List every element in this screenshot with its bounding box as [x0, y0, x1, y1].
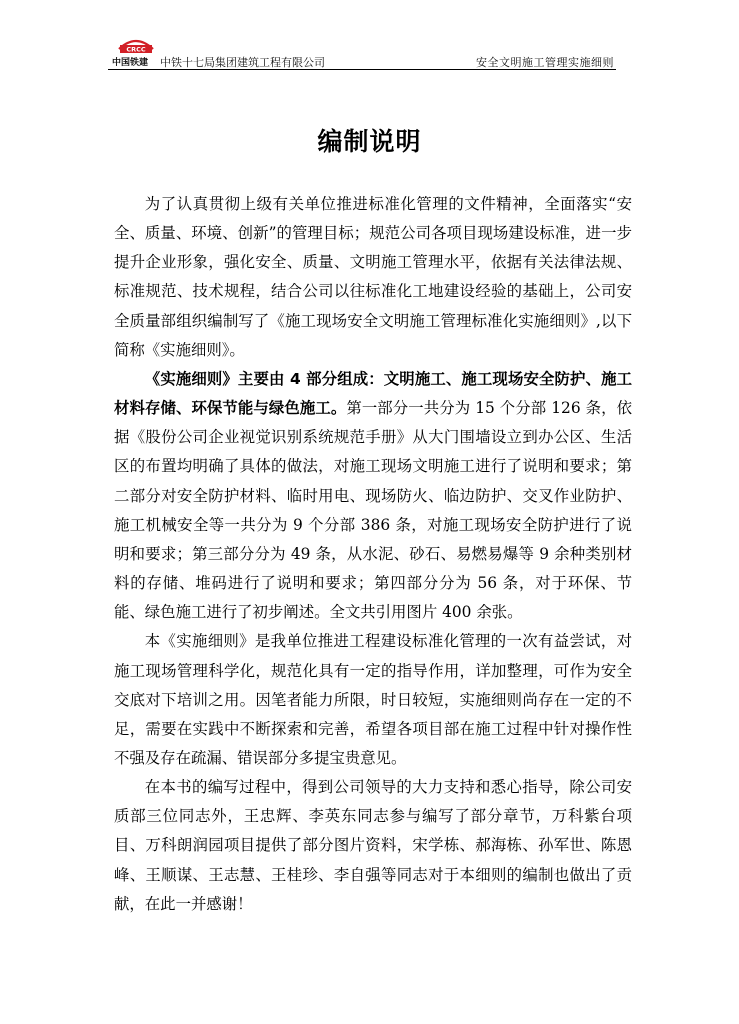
company-name: 中铁十七局集团建筑工程有限公司: [160, 56, 325, 69]
paragraph-3: 本《实施细则》是我单位推进工程建设标准化管理的一次有益尝试，对施工现场管理科学化，规范化具有一定的指导作用，详加整理，可作为安全交底对下培训之用。因笔者能力所限，时日较短，实施细则尚存在一定的不足，需要在实践中不断探索和完善，希望各项目部在施工过程中针对操作性不强及存在疏漏、错误部分多提宝贵意见。: [114, 632, 632, 767]
crcc-logo-icon: [116, 36, 156, 56]
paragraph-2-rest: 第一部分一共分为 15 个分部 126 条，依据《股份公司企业视觉识别系统规范手册》从大门围墙设立到办公区、生活区的布置均明确了具体的做法，对施工现场文明施工进行了说明和要求；第二部分对安全防护材料、临时用电、现场防火、临边防护、交叉作业防护、施工机械安全等一共分为 9 个分部 386 条，对施工现场安全防护进行了说明和要求；第三部分分为 49 条，从水泥、砂石、易燃易爆等 9 余种类别材料的存储、堆码进行了说明和要求；第四部分分为 56 条，对于环保、节能、绿色施工进行了初步阐述。全文共引用图片 400 余张。: [114, 399, 632, 622]
document-title: 安全文明施工管理实施细则: [476, 56, 614, 69]
header-rule: [108, 69, 616, 70]
paragraph-2: [114, 365, 632, 627]
body-text: [114, 190, 632, 919]
page-header: [108, 36, 616, 70]
paragraph-4: 在本书的编写过程中，得到公司领导的大力支持和悉心指导，除公司安质部三位同志外，王忠辉、李英东同志参与编写了部分章节，万科紫台项目、万科朗润园项目提供了部分图片资料，宋学栋、郝海栋、孙军世、陈恩峰、王顺谋、王志慧、王桂珍、李自强等同志对于本细则的编制也做出了贡献，在此一并感谢！: [114, 778, 632, 913]
brand-name: 中国铁建: [112, 58, 149, 68]
paragraph-1: 为了认真贯彻上级有关单位推进标准化管理的文件精神，全面落实“安全、质量、环境、创新”的管理目标；规范公司各项目现场建设标准，进一步提升企业形象，强化安全、质量、文明施工管理水平，依据有关法律法规、标准规范、技术规程，结合公司以往标准化工地建设经验的基础上，公司安全质量部组织编制写了《施工现场安全文明施工管理标准化实施细则》,以下简称《实施细则》。: [114, 195, 632, 359]
page-title: 编制说明: [317, 127, 422, 156]
logo-text: CRCC: [126, 45, 146, 54]
paragraph-2-bold: 《实施细则》主要由 4 部分组成：文明施工、施工现场安全防护、施工材料存储、环保节能与绿色施工。: [114, 369, 632, 418]
